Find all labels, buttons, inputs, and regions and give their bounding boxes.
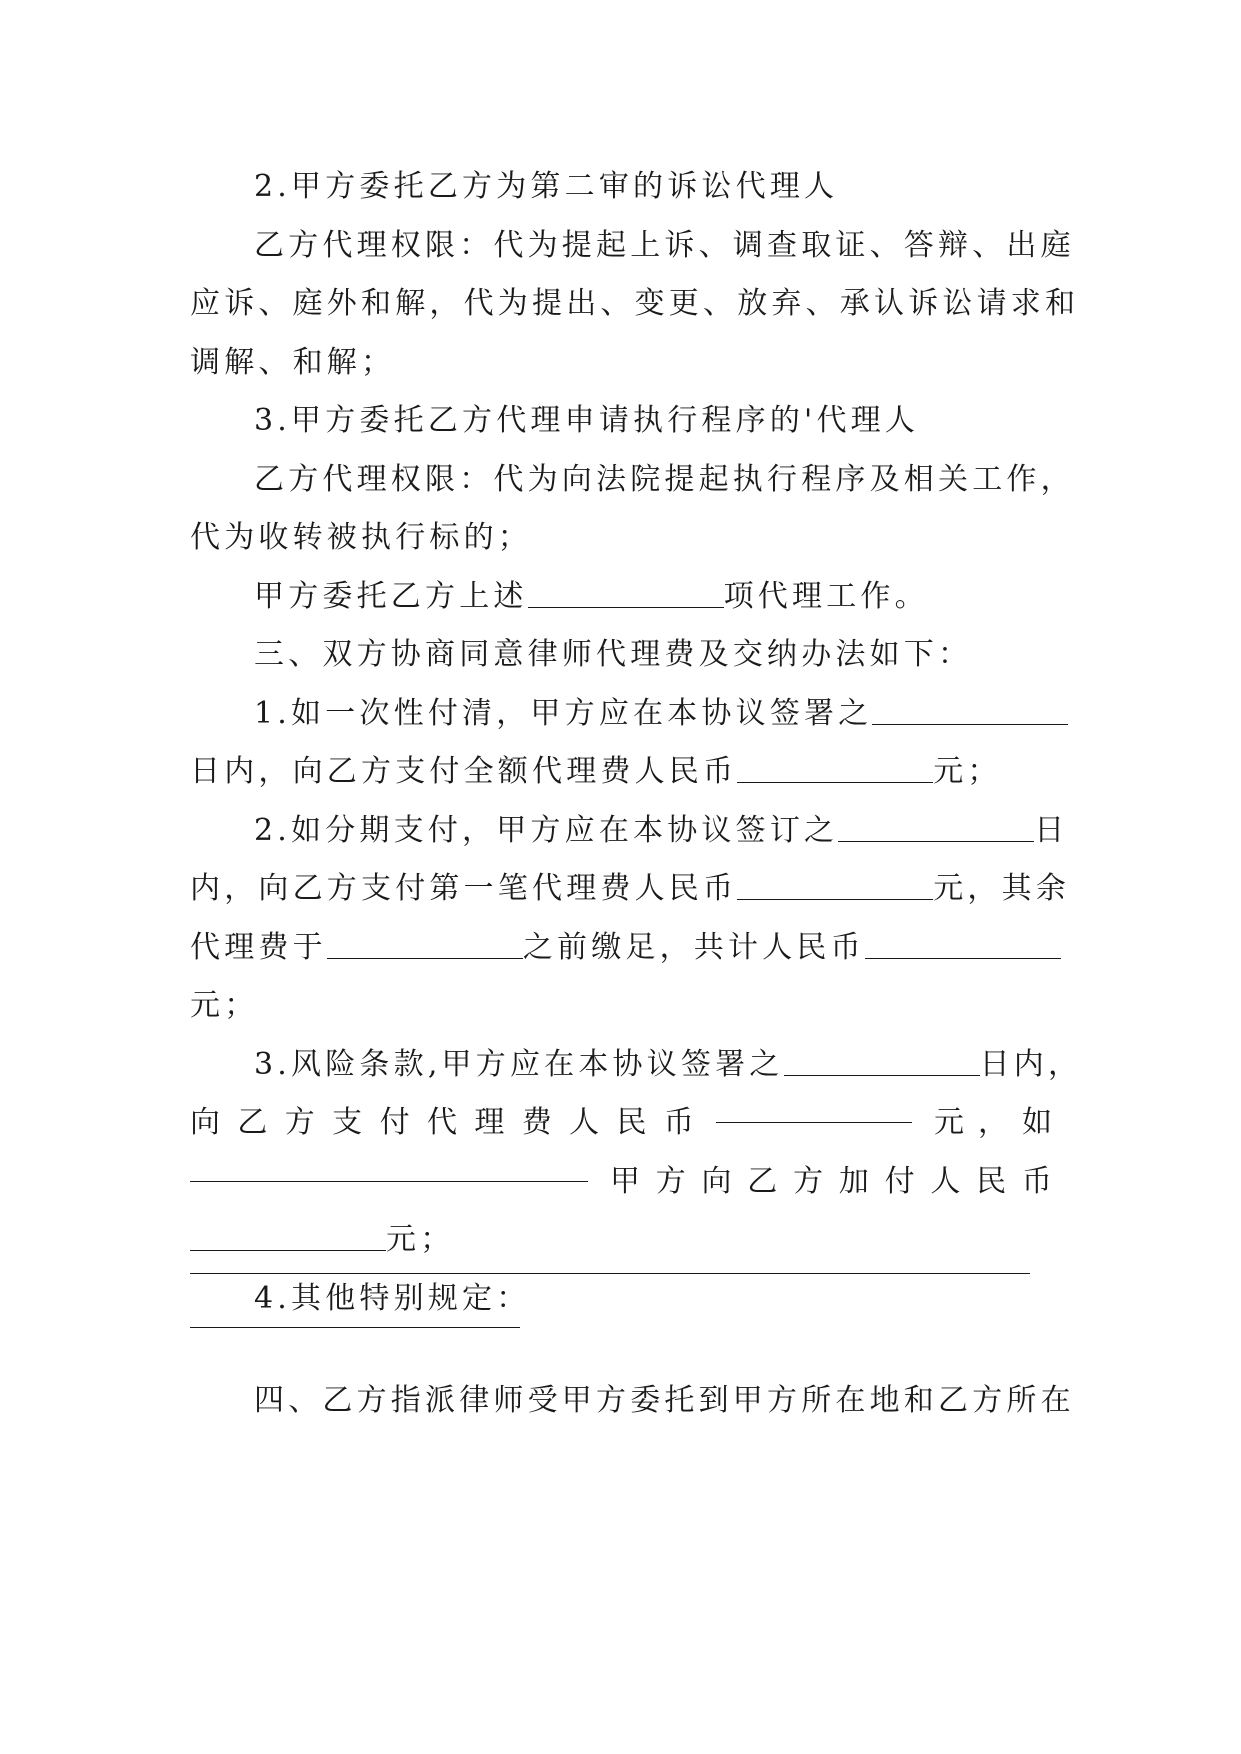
spread-char: 付 (884, 1163, 915, 1199)
fee-lump-sum-cont (190, 743, 1052, 802)
line-text: 元； (190, 988, 259, 1023)
spread-char: 元 (934, 1105, 964, 1140)
clause-4-title (190, 1270, 1052, 1329)
fee-installment-line (190, 802, 1069, 861)
spread-char: 如 (1022, 1105, 1052, 1140)
line-text: 元； (386, 1222, 455, 1257)
entrusted-items-line (190, 568, 1052, 627)
fill-in-blank (190, 1153, 588, 1182)
spread-char: ， (978, 1105, 1008, 1140)
line-text: 3.甲方委托乙方代理申请执行程序的'代理人 (254, 403, 920, 438)
section-4-heading (190, 1372, 1075, 1431)
spaced-text (610, 1153, 1052, 1212)
line-text: 2.如分期支付，甲方应在本协议签订之 (254, 812, 839, 848)
spread-char: 向 (701, 1163, 732, 1199)
risk-clause-pay-line (190, 1094, 1052, 1153)
line-text: 1.如一次性付清，甲方应在本协议签署之 (254, 695, 873, 731)
risk-clause-extra-line (190, 1153, 1052, 1212)
line-text: 元，其余 (933, 871, 1071, 906)
spaced-text (190, 1094, 694, 1153)
line-text: 内，向乙方支付第一笔代理费人民币 (190, 871, 738, 906)
spread-char: 向 (190, 1105, 220, 1140)
line-text: 项代理工作。 (723, 578, 929, 614)
fee-installment-deadline (190, 919, 1052, 978)
clause-2-scope-end (190, 334, 1052, 393)
spread-char: 民 (616, 1105, 647, 1140)
blank-rule-long (190, 1273, 1030, 1274)
spread-char: 乙 (747, 1163, 778, 1199)
line-text: 调解、和解； (190, 344, 396, 380)
fill-in-blank (784, 1047, 980, 1076)
spread-char: 人 (930, 1163, 961, 1199)
line-text: 日 (1034, 812, 1069, 848)
spread-char: 方 (793, 1163, 824, 1199)
spread-char: 代 (426, 1105, 457, 1140)
risk-clause-end (190, 1211, 1052, 1270)
blank-rule-short (190, 1327, 520, 1328)
fill-in-blank (528, 579, 724, 608)
line-text: 乙方代理权限：代为向法院提起执行程序及相关工作， (254, 461, 1075, 497)
spread-char: 理 (474, 1105, 505, 1140)
spread-char: 人 (569, 1105, 600, 1140)
line-text: 三、双方协商同意律师代理费及交纳办法如下： (254, 637, 973, 672)
fill-in-blank (872, 696, 1068, 725)
spaced-text (934, 1094, 1052, 1153)
clause-3-scope-cont (190, 509, 1052, 568)
spread-char: 乙 (237, 1105, 268, 1140)
spread-char: 甲 (610, 1163, 640, 1199)
fee-installment-cont (190, 860, 1071, 919)
line-text: 代理费于 (190, 929, 327, 965)
fill-in-blank (327, 930, 523, 959)
spread-char: 方 (284, 1105, 315, 1140)
clause-3-title (190, 392, 1052, 451)
fill-in-blank (737, 871, 933, 900)
line-text: 乙方代理权限：代为提起上诉、调查取证、答辩、出庭 (254, 227, 1075, 263)
line-text: 四、乙方指派律师受甲方委托到甲方所在地和乙方所在 (254, 1383, 1075, 1418)
fill-in-blank (737, 754, 933, 783)
line-text: 日内， (979, 1046, 1083, 1082)
spread-char: 加 (838, 1163, 869, 1199)
line-text: 2.甲方委托乙方为第二审的诉讼代理人 (254, 169, 839, 204)
fill-in-blank (716, 1094, 912, 1123)
spread-char: 支 (332, 1105, 363, 1140)
fill-in-blank (838, 813, 1034, 842)
clause-2-scope (190, 217, 1075, 276)
clause-2-scope-cont (190, 275, 1080, 334)
fee-installment-end (190, 977, 1052, 1036)
spread-char: 民 (976, 1163, 1007, 1199)
line-text: 应诉、庭外和解，代为提出、变更、放弃、承认诉讼请求和 (190, 286, 1080, 321)
spread-char: 币 (1021, 1163, 1052, 1199)
section-3-heading (190, 626, 1052, 685)
line-text: 之前缴足，共计人民币 (522, 929, 865, 965)
line-text: 3.风险条款,甲方应在本协议签署之 (254, 1046, 784, 1082)
fill-in-blank (865, 930, 1061, 959)
line-text: 代为收转被执行标的； (190, 520, 532, 555)
spread-char: 方 (655, 1163, 686, 1199)
line-text: 甲方委托乙方上述 (254, 578, 528, 614)
line-text: 日内，向乙方支付全额代理费人民币 (190, 754, 738, 789)
spread-char: 付 (379, 1105, 410, 1140)
line-text: 元； (933, 754, 1002, 789)
document-body (190, 158, 1083, 1328)
spread-char: 费 (521, 1105, 552, 1140)
line-text: 4.其他特别规定： (254, 1280, 531, 1316)
spread-char: 币 (663, 1105, 694, 1140)
clause-3-scope (190, 451, 1075, 510)
clause-2-title (190, 158, 1052, 217)
document-body-lower (190, 1372, 1075, 1431)
fill-in-blank (190, 1222, 386, 1251)
fee-lump-sum-line (190, 685, 1052, 744)
risk-clause-line (190, 1036, 1083, 1095)
